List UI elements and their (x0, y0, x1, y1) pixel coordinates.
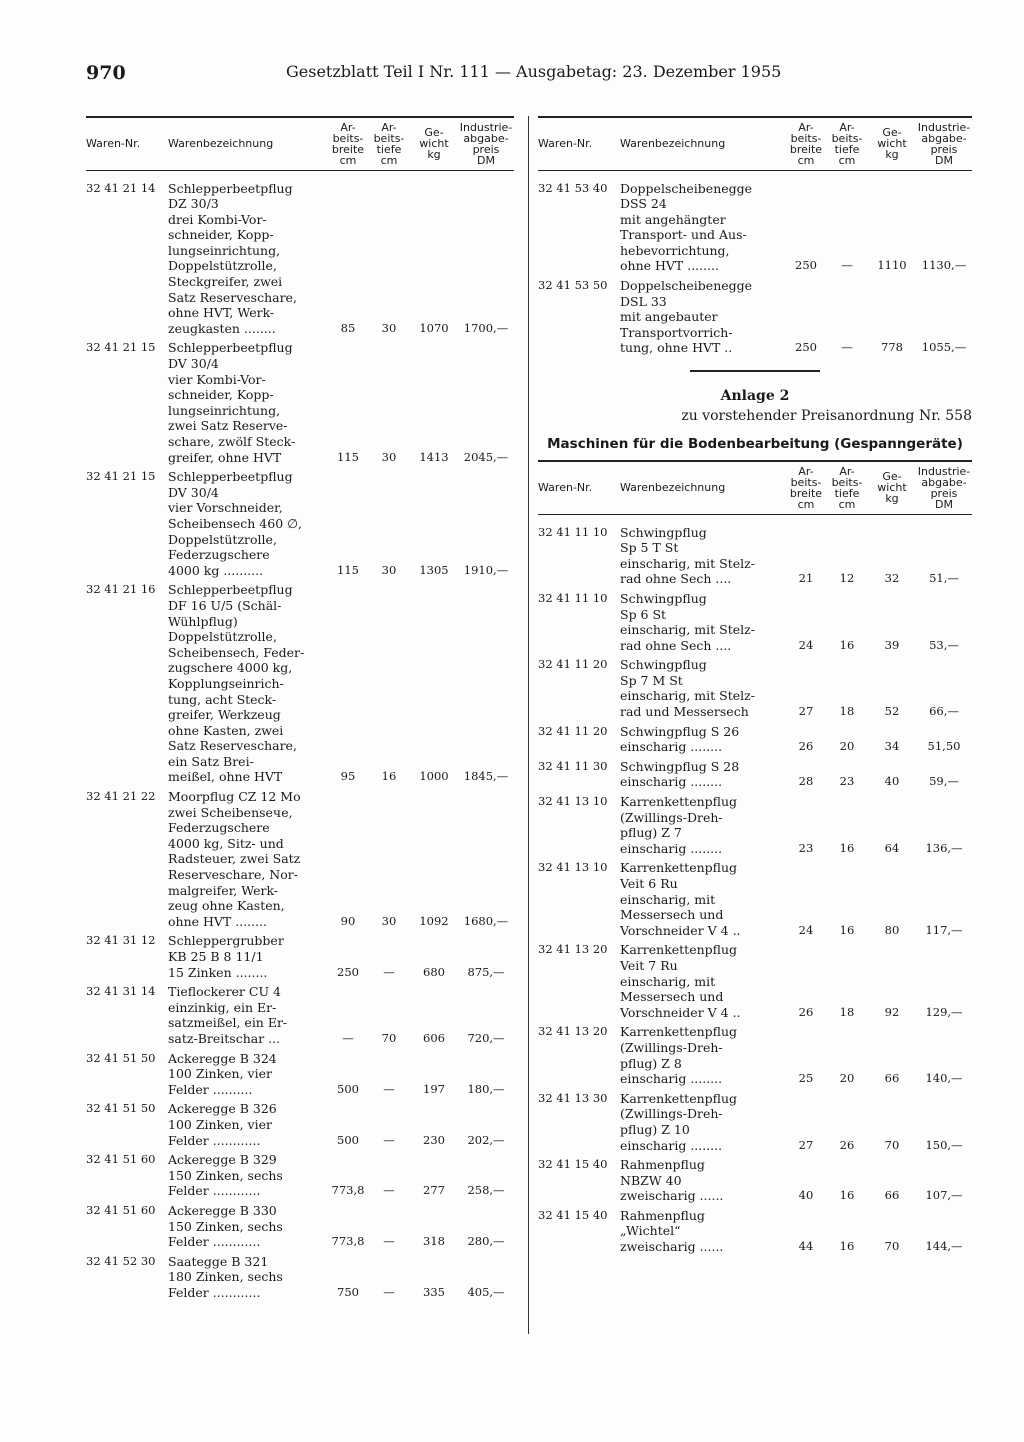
right-column (538, 116, 972, 1259)
warenbezeichnung: Schwingpflug Sp 5 T St einscharig, mit Stelz- rad ohne Sech .... (620, 524, 755, 587)
gewicht: 1305 (419, 562, 449, 577)
table-row (538, 942, 972, 1020)
arbeitstiefe: 30 (381, 562, 397, 577)
header-warenbezeichnung: Warenbezeichnung (168, 137, 274, 150)
waren-nr: 32 41 52 30 (86, 1253, 156, 1268)
warenbezeichnung: Saategge B 321 180 Zinken, sechs Felder ............ (168, 1253, 283, 1300)
waren-nr: 32 41 11 10 (538, 590, 608, 605)
warenbezeichnung: Ackeregge B 324 100 Zinken, vier Felder .......... (168, 1050, 277, 1097)
table-row (538, 724, 972, 755)
warenbezeichnung: Karrenkettenpflug (Zwillings-Dreh- pflug) Z 8 einscharig ........ (620, 1024, 738, 1087)
preis: 117,— (925, 922, 963, 937)
arbeitsbreite: 250 (337, 964, 359, 979)
anlage-subtitle: zu vorstehender Preisanordnung Nr. 558 (681, 408, 972, 425)
arbeitsbreite: 24 (798, 637, 814, 652)
preis: 202,— (467, 1132, 505, 1147)
preis: 1680,— (463, 913, 509, 928)
arbeitstiefe: — (383, 964, 395, 979)
arbeitsbreite: 115 (337, 562, 359, 577)
page-header (86, 62, 966, 92)
gewicht: 606 (423, 1030, 445, 1045)
table-row (86, 984, 514, 1046)
warenbezeichnung: Schlepperbeetpflug DZ 30/3 drei Kombi-Vor- schneider, Kopp- lungseinrichtung, Doppelstützrolle, Steckgreifer, zwei Satz Reservescharе, ohne HVT, Werk- zeugkasten ........ (168, 180, 297, 336)
warenbezeichnung: Schlepperbeetpflug DV 30/4 vier Kombi-Vor- schneider, Kopp- lungseinrichtung, zwei Satz Reserve- schare, zwölf Steck- greifer, ohne HVT (168, 340, 296, 465)
header-arbeitstiefe: Ar- beits- tiefe cm (373, 120, 405, 167)
arbeitstiefe: 16 (839, 840, 855, 855)
warenbezeichnung: Schwingpflug Sp 7 M St einscharig, mit Stelz- rad und Messersech (620, 657, 755, 720)
table-header (538, 118, 972, 170)
header-preis: Industrie- abgabe- preis DM (917, 464, 971, 511)
waren-nr: 32 41 13 30 (538, 1090, 608, 1105)
arbeitstiefe: 30 (381, 449, 397, 464)
table-row (86, 469, 514, 578)
header-arbeitstiefe: Ar- beits- tiefe cm (831, 120, 863, 167)
warenbezeichnung: Schlepperbeetpflug DV 30/4 vier Vorschneider, Scheibensech 460 ∅, Doppelstützrolle, Federzugschere 4000 kg .......... (168, 469, 302, 578)
arbeitsbreite: 28 (798, 774, 814, 789)
warenbezeichnung: Ackeregge B 330 150 Zinken, sechs Felder ............ (168, 1202, 283, 1250)
arbeitsbreite: — (342, 1030, 354, 1045)
right-entry-list-bottom (538, 525, 972, 1255)
arbeitstiefe: 12 (839, 571, 855, 586)
warenbezeichnung: Schlepperbeetpflug DF 16 U/5 (Schäl- Wühlpflug) Doppelstützrolle, Scheibensech, Feder- zugschere 4000 kg, Kopplungseinrich- tung, acht Steck- greifer, Werkzeug ohne Kasten, zwei Satz Reserveschare, ein Satz Brei- meißel, ohne HVT (168, 582, 305, 785)
header-arbeitsbreite: Ar- beits- breite cm (789, 120, 823, 167)
arbeitsbreite: 27 (798, 704, 814, 719)
left-entry-list (86, 181, 514, 1301)
table-row (86, 181, 514, 337)
preis: 280,— (467, 1234, 505, 1249)
header-preis: Industrie- abgabe- preis DM (917, 120, 971, 167)
waren-nr: 32 41 53 50 (538, 278, 608, 293)
header-preis: Industrie- abgabe- preis DM (459, 120, 513, 167)
gewicht: 335 (423, 1284, 445, 1299)
table-row (86, 340, 514, 465)
warenbezeichnung: Karrenkettenpflug (Zwillings-Dreh- pflug) Z 10 einscharig ........ (620, 1090, 738, 1153)
gewicht: 39 (884, 637, 900, 652)
table-row (86, 1203, 514, 1250)
preis: 258,— (467, 1183, 505, 1198)
preis: 1700,— (463, 320, 509, 335)
arbeitstiefe: — (383, 1284, 395, 1299)
section-separator (690, 370, 820, 372)
header-arbeitsbreite: Ar- beits- breite cm (331, 120, 365, 167)
arbeitsbreite: 44 (798, 1239, 814, 1254)
warenbezeichnung: Doppelscheibenegge DSL 33 mit angebauter Transportvorrich- tung, ohne HVT .. (620, 278, 753, 356)
preis: 129,— (925, 1004, 963, 1019)
arbeitsbreite: 750 (337, 1284, 359, 1299)
gewicht: 70 (884, 1137, 900, 1152)
table-row (538, 657, 972, 719)
waren-nr: 32 41 21 15 (86, 340, 156, 355)
table-row (538, 1091, 972, 1153)
waren-nr: 32 41 21 14 (86, 180, 156, 195)
gewicht: 197 (423, 1081, 445, 1096)
gewicht: 318 (423, 1234, 445, 1249)
arbeitsbreite: 23 (798, 840, 814, 855)
arbeitsbreite: 500 (337, 1081, 359, 1096)
arbeitstiefe: 18 (839, 704, 855, 719)
arbeitsbreite: 26 (798, 739, 814, 754)
gewicht: 230 (423, 1132, 445, 1147)
arbeitstiefe: 16 (381, 769, 397, 784)
arbeitsbreite: 250 (795, 258, 817, 273)
preis: 1055,— (921, 340, 967, 355)
table-header-rule (538, 170, 972, 171)
table-row (538, 181, 972, 275)
gewicht: 80 (884, 922, 900, 937)
waren-nr: 32 41 11 20 (538, 657, 608, 672)
waren-nr: 32 41 51 60 (86, 1152, 156, 1167)
preis: 59,— (929, 774, 959, 789)
arbeitstiefe: 18 (839, 1004, 855, 1019)
arbeitsbreite: 500 (337, 1132, 359, 1147)
waren-nr: 32 41 13 10 (538, 794, 608, 809)
table-row (538, 278, 972, 356)
waren-nr: 32 41 31 12 (86, 933, 156, 948)
arbeitstiefe: 26 (839, 1137, 855, 1152)
warenbezeichnung: Tieflockerer CU 4 einzinkig, ein Er- satzmeißel, ein Er- satz-Breitschar ... (168, 984, 288, 1046)
table-row (538, 591, 972, 653)
arbeitsbreite: 40 (798, 1188, 814, 1203)
warenbezeichnung: Karrenkettenpflug Veit 6 Ru einscharig, mit Messersech und Vorschneider V 4 .. (620, 860, 741, 938)
preis: 140,— (925, 1071, 963, 1086)
preis: 1910,— (463, 562, 509, 577)
table-row (86, 1051, 514, 1098)
gewicht: 1413 (419, 449, 449, 464)
gewicht: 1000 (419, 769, 449, 784)
arbeitsbreite: 26 (798, 1004, 814, 1019)
gewicht: 1110 (877, 258, 907, 273)
preis: 144,— (925, 1239, 963, 1254)
warenbezeichnung: Doppelscheibenegge DSS 24 mit angehängter Transport- und Aus- hebevorrichtung, ohne HVT ........ (620, 180, 753, 274)
gewicht: 92 (884, 1004, 900, 1019)
table-row (538, 1208, 972, 1255)
arbeitsbreite: 95 (340, 769, 356, 784)
warenbezeichnung: Moorpflug CZ 12 Mo zwei Scheibensече, Federzugschere 4000 kg, Sitz- und Radsteuer, zwei Satz Reserveschare, Nor- malgreifer, Werk- zeug ohne Kasten, ohne HVT ........ (168, 789, 301, 929)
arbeitsbreite: 27 (798, 1137, 814, 1152)
arbeitsbreite: 90 (340, 913, 356, 928)
arbeitsbreite: 115 (337, 449, 359, 464)
arbeitstiefe: — (383, 1132, 395, 1147)
table-row (86, 582, 514, 785)
arbeitstiefe: — (383, 1183, 395, 1198)
gewicht: 64 (884, 840, 900, 855)
arbeitsbreite: 773,8 (331, 1183, 365, 1198)
waren-nr: 32 41 21 22 (86, 789, 156, 804)
waren-nr: 32 41 11 10 (538, 524, 608, 539)
table-row (538, 525, 972, 587)
header-waren-nr: Waren-Nr. (86, 137, 141, 150)
header-waren-nr: Waren-Nr. (538, 137, 593, 150)
arbeitstiefe: 70 (381, 1030, 397, 1045)
warenbezeichnung: Karrenkettenpflug (Zwillings-Dreh- pflug) Z 7 einscharig ........ (620, 794, 738, 856)
arbeitstiefe: 16 (839, 1188, 855, 1203)
arbeitstiefe: 23 (839, 774, 855, 789)
gewicht: 680 (423, 964, 445, 979)
table-row (86, 789, 514, 929)
preis: 136,— (925, 840, 963, 855)
table-row (538, 860, 972, 938)
warenbezeichnung: Karrenkettenpflug Veit 7 Ru einscharig, mit Messersech und Vorschneider V 4 .. (620, 942, 741, 1020)
waren-nr: 32 41 21 16 (86, 582, 156, 597)
page-title: Gesetzblatt Teil I Nr. 111 — Ausgabetag: 23. Dezember 1955 (286, 62, 782, 81)
table-row (538, 794, 972, 856)
waren-nr: 32 41 51 50 (86, 1050, 156, 1065)
preis: 875,— (467, 964, 505, 979)
left-column (86, 116, 514, 1304)
header-warenbezeichnung: Warenbezeichnung (620, 481, 726, 495)
waren-nr: 32 41 15 40 (538, 1157, 608, 1172)
right-entry-list-top (538, 181, 972, 357)
arbeitstiefe: — (841, 258, 853, 273)
warenbezeichnung: Ackeregge B 329 150 Zinken, sechs Felder ............ (168, 1152, 283, 1199)
preis: 180,— (467, 1081, 505, 1096)
waren-nr: 32 41 11 30 (538, 758, 608, 773)
table-row (538, 759, 972, 790)
warenbezeichnung: Rahmenpflug NBZW 40 zweischarig ...... (620, 1157, 724, 1204)
arbeitsbreite: 24 (798, 922, 814, 937)
warenbezeichnung: Schleppergrubber KB 25 B 8 11/1 15 Zinken ........ (168, 933, 284, 980)
table-row (86, 933, 514, 980)
header-warenbezeichnung: Warenbezeichnung (620, 137, 726, 150)
preis: 2045,— (463, 449, 509, 464)
table-row (86, 1101, 514, 1148)
arbeitstiefe: 20 (839, 739, 855, 754)
waren-nr: 32 41 31 14 (86, 984, 156, 999)
column-divider (528, 116, 529, 1334)
waren-nr: 32 41 13 10 (538, 860, 608, 875)
warenbezeichnung: Schwingpflug S 26 einscharig ........ (620, 723, 740, 755)
header-arbeitstiefe: Ar- beits- tiefe cm (831, 464, 863, 511)
header-gewicht: Ge- wicht kg (877, 470, 907, 506)
waren-nr: 32 41 11 20 (538, 723, 608, 738)
table-header (86, 118, 514, 170)
table-row (538, 1024, 972, 1086)
gewicht: 277 (423, 1183, 445, 1198)
preis: 1845,— (463, 769, 509, 784)
warenbezeichnung: Ackeregge B 326 100 Zinken, vier Felder ............ (168, 1101, 277, 1148)
header-gewicht: Ge- wicht kg (419, 126, 449, 161)
header-gewicht: Ge- wicht kg (877, 126, 907, 161)
gewicht: 40 (884, 774, 900, 789)
preis: 53,— (929, 637, 959, 652)
gewicht: 70 (884, 1239, 900, 1254)
waren-nr: 32 41 13 20 (538, 942, 608, 957)
arbeitsbreite: 21 (798, 571, 814, 586)
arbeitstiefe: 16 (839, 637, 855, 652)
arbeitsbreite: 25 (798, 1071, 814, 1086)
section-title: Maschinen für die Bodenbearbeitung (Gespanngeräte) (547, 436, 963, 453)
gewicht: 52 (884, 704, 900, 719)
table-row (86, 1254, 514, 1301)
table-row (86, 1152, 514, 1199)
arbeitsbreite: 250 (795, 340, 817, 355)
waren-nr: 32 41 51 50 (86, 1101, 156, 1116)
gewicht: 32 (884, 571, 900, 586)
header-waren-nr: Waren-Nr. (538, 481, 593, 495)
arbeitstiefe: — (383, 1081, 395, 1096)
gewicht: 778 (881, 340, 903, 355)
waren-nr: 32 41 51 60 (86, 1202, 156, 1217)
waren-nr: 32 41 53 40 (538, 180, 608, 195)
header-arbeitsbreite: Ar- beits- breite cm (789, 464, 823, 511)
arbeitstiefe: 16 (839, 1239, 855, 1254)
gewicht: 1070 (419, 320, 449, 335)
table-header-rule-2 (538, 514, 972, 515)
preis: 720,— (467, 1030, 505, 1045)
waren-nr: 32 41 15 40 (538, 1207, 608, 1222)
warenbezeichnung: Schwingpflug S 28 einscharig ........ (620, 758, 740, 790)
preis: 51,50 (927, 739, 961, 754)
arbeitstiefe: 30 (381, 320, 397, 335)
arbeitstiefe: 20 (839, 1071, 855, 1086)
preis: 150,— (925, 1137, 963, 1152)
preis: 66,— (929, 704, 959, 719)
gewicht: 66 (884, 1188, 900, 1203)
waren-nr: 32 41 13 20 (538, 1024, 608, 1039)
page-number: 970 (86, 62, 126, 84)
preis: 51,— (929, 571, 959, 586)
table-row (538, 1157, 972, 1204)
table-header-2 (538, 462, 972, 514)
gewicht: 1092 (419, 913, 449, 928)
anlage-title: Anlage 2 (720, 388, 790, 405)
waren-nr: 32 41 21 15 (86, 469, 156, 484)
warenbezeichnung: Schwingpflug Sp 6 St einscharig, mit Stelz- rad ohne Sech .... (620, 590, 755, 653)
arbeitstiefe: — (383, 1234, 395, 1249)
arbeitstiefe: 30 (381, 913, 397, 928)
warenbezeichnung: Rahmenpflug „Wichtel“ zweischarig ...... (620, 1207, 724, 1255)
preis: 405,— (467, 1284, 505, 1299)
gewicht: 34 (884, 739, 900, 754)
arbeitsbreite: 773,8 (331, 1234, 365, 1249)
arbeitsbreite: 85 (340, 320, 356, 335)
arbeitstiefe: — (841, 340, 853, 355)
arbeitstiefe: 16 (839, 922, 855, 937)
preis: 1130,— (921, 258, 967, 273)
table-header-rule (86, 170, 514, 171)
preis: 107,— (925, 1188, 963, 1203)
gewicht: 66 (884, 1071, 900, 1086)
